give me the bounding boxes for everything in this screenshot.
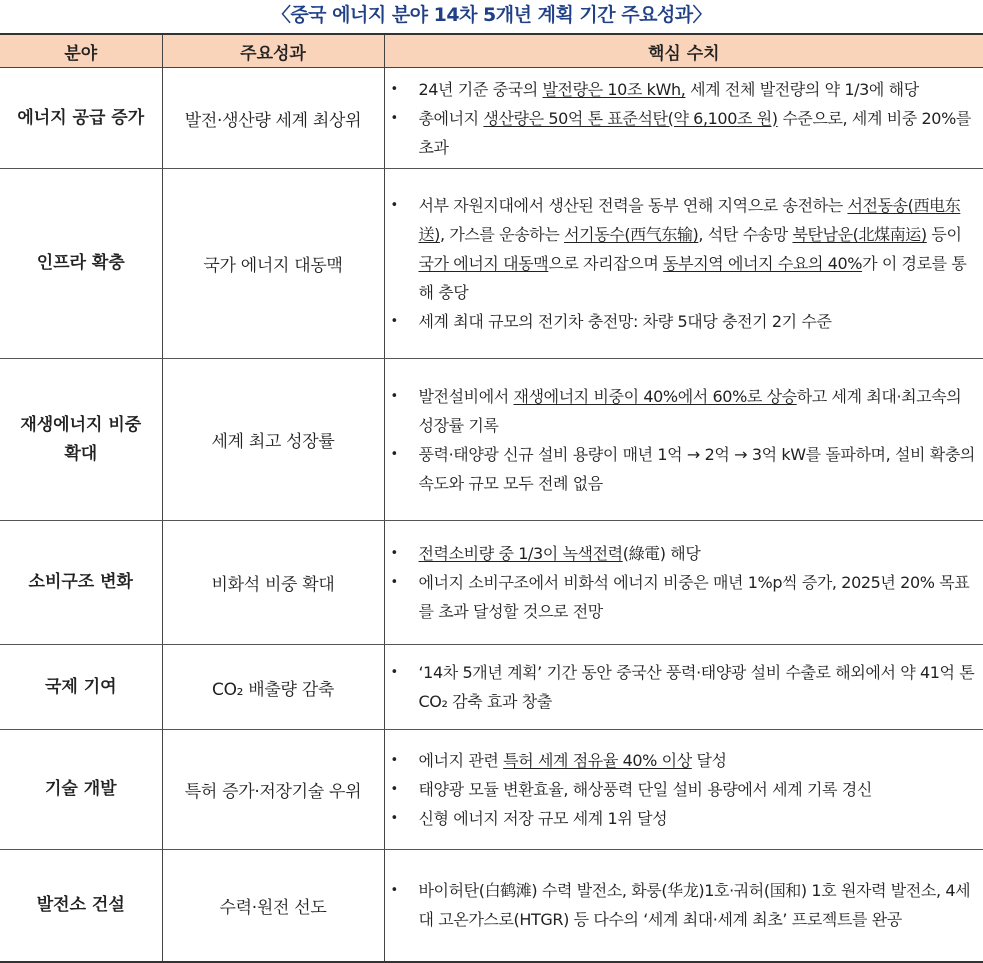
list-item: [385, 658, 978, 716]
row-result: 국가 에너지 대동맥: [162, 169, 384, 359]
table-row: [0, 521, 983, 645]
text-segment: 가 이 경로를 통해 충당: [418, 254, 967, 302]
row-details: [384, 730, 983, 850]
table-row: [0, 68, 983, 169]
list-item: [385, 307, 978, 336]
row-result: 수력·원전 선도: [162, 850, 384, 962]
text-segment: 발전설비에서: [418, 386, 514, 406]
table-header-row: [0, 34, 983, 68]
row-details: [384, 521, 983, 645]
text-segment: 에너지 소비구조에서 비화석 에너지 비중은 매년 1%p씩 증가, 2025년 20% 목표를 초과 달성할 것으로 전망: [418, 573, 970, 621]
table-row: [0, 645, 983, 730]
row-category: 에너지 공급 증가: [0, 68, 162, 169]
details-list: [385, 658, 978, 716]
bullet-icon: •: [390, 446, 398, 462]
text-segment: 에너지 관련: [418, 751, 504, 770]
text-segment: 수준으로, 세계 비중 20%를 초과: [418, 108, 971, 157]
list-item: [385, 539, 978, 568]
list-item: [385, 382, 978, 440]
highlighted-text: 북탄남운(北煤南运): [792, 225, 927, 244]
list-item: [385, 775, 978, 804]
details-list: [385, 382, 978, 498]
header-category: 분야: [0, 34, 162, 68]
row-category: 인프라 확충: [0, 169, 162, 359]
row-result: 특허 증가·저장기술 우위: [162, 730, 384, 850]
bullet-icon: •: [390, 546, 398, 561]
highlighted-text: 생산량은 50억 톤 표준석탄(약 6,100조 원): [483, 108, 778, 128]
text-segment: 신형 에너지 저장 규모 세계 1위 달성: [418, 809, 668, 828]
bullet-icon: •: [390, 81, 398, 97]
text-segment: 달성: [691, 751, 727, 770]
details-list: [385, 746, 978, 833]
details-list: [385, 75, 978, 162]
highlighted-text: 서기동수(西气东输): [564, 225, 699, 244]
bullet-icon: •: [390, 782, 398, 797]
list-item: [385, 440, 978, 498]
list-item: [385, 191, 978, 307]
row-category: 기술 개발: [0, 730, 162, 850]
list-item: [385, 568, 978, 626]
highlighted-text: 동부지역 에너지 수요의 40%: [663, 254, 863, 273]
text-segment: , 가스를 운송하는: [439, 225, 565, 244]
text-segment: 세계 최대 규모의 전기차 충전망: 차량 5대당 충전기 2기 수준: [418, 312, 832, 331]
row-result: 세계 최고 성장률: [162, 359, 384, 521]
text-segment: ‘14차 5개년 계획’ 기간 동안 중국산 풍력·태양광 설비 수출로 해외에서 약 41억 톤 CO₂ 감축 효과 창출: [418, 663, 975, 711]
row-details: [384, 68, 983, 169]
bullet-icon: •: [390, 314, 398, 329]
bullet-icon: •: [390, 110, 398, 126]
bullet-icon: •: [390, 883, 398, 899]
row-category: 발전소 건설: [0, 850, 162, 962]
text-segment: 총에너지: [418, 108, 484, 128]
bullet-icon: •: [390, 388, 398, 404]
row-category: 국제 기여: [0, 645, 162, 730]
text-segment: 풍력·태양광 신규 설비 용량이 매년 1억 → 2억 → 3억 kW를 돌파하며, 설비 확충의 속도와 규모 모두 전례 없음: [418, 444, 975, 493]
header-result: 주요성과: [162, 34, 384, 68]
table-row: [0, 169, 983, 359]
row-details: [384, 169, 983, 359]
highlighted-text: 발전량은 10조 kWh,: [542, 79, 686, 99]
list-item: [385, 104, 978, 162]
row-details: [384, 359, 983, 521]
details-list: [385, 539, 978, 626]
highlighted-text: 국가 에너지 대동맥: [418, 254, 549, 273]
text-segment: 등이: [926, 225, 962, 244]
header-details: 핵심 수치: [384, 34, 983, 68]
bullet-icon: •: [390, 575, 398, 590]
list-item: [385, 746, 978, 775]
row-details: [384, 850, 983, 962]
highlighted-text: 특허 세계 점유율 40% 이상: [503, 751, 692, 770]
highlighted-text: 재생에너지 비중이 40%에서 60%로 상승: [513, 386, 797, 406]
text-segment: 24년 기준 중국의: [418, 79, 543, 99]
text-segment: , 석탄 수송망: [698, 225, 793, 244]
table-body: [0, 68, 983, 962]
achievements-table: [0, 33, 983, 963]
row-category: 소비구조 변화: [0, 521, 162, 645]
table-row: [0, 850, 983, 962]
row-result: 비화석 비중 확대: [162, 521, 384, 645]
bullet-icon: •: [390, 198, 398, 213]
text-segment: 하고 세계 최대·최고속의 성장률 기록: [418, 386, 962, 435]
bullet-icon: •: [390, 811, 398, 826]
text-segment: 서부 자원지대에서 생산된 전력을 동부 연해 지역으로 송전하는: [418, 196, 848, 215]
row-details: [384, 645, 983, 730]
row-category: 재생에너지 비중 확대: [0, 359, 162, 521]
list-item: [385, 75, 978, 104]
details-list: [385, 191, 978, 336]
row-result: CO₂ 배출량 감축: [162, 645, 384, 730]
page-title: 〈중국 에너지 분야 14차 5개년 계획 기간 주요성과〉: [271, 4, 712, 26]
text-segment: 태양광 모듈 변환효율, 해상풍력 단일 설비 용량에서 세계 기록 경신: [418, 780, 872, 799]
text-segment: 바이허탄(白鹤滩) 수력 발전소, 화룽(华龙)1호·궈허(国和) 1호 원자력 발전소, 4세대 고온가스로(HTGR) 등 다수의 ‘세계 최대·세계 최초’ 프로젝트를 완공: [418, 881, 971, 930]
table-row: [0, 730, 983, 850]
bullet-icon: •: [390, 665, 398, 680]
text-segment: 으로 자리잡으며: [548, 254, 664, 273]
text-segment: (綠電) 해당: [622, 544, 701, 563]
list-item: [385, 804, 978, 833]
highlighted-text: 전력소비량 중 1/3이 녹색전력: [418, 544, 623, 563]
list-item: [385, 876, 978, 934]
highlighted-text: 서전동송(西电东送): [418, 196, 961, 244]
details-list: [385, 876, 978, 934]
text-segment: 세계 전체 발전량의 약 1/3에 해당: [685, 79, 919, 99]
table-row: [0, 359, 983, 521]
row-result: 발전·생산량 세계 최상위: [162, 68, 384, 169]
bullet-icon: •: [390, 753, 398, 768]
